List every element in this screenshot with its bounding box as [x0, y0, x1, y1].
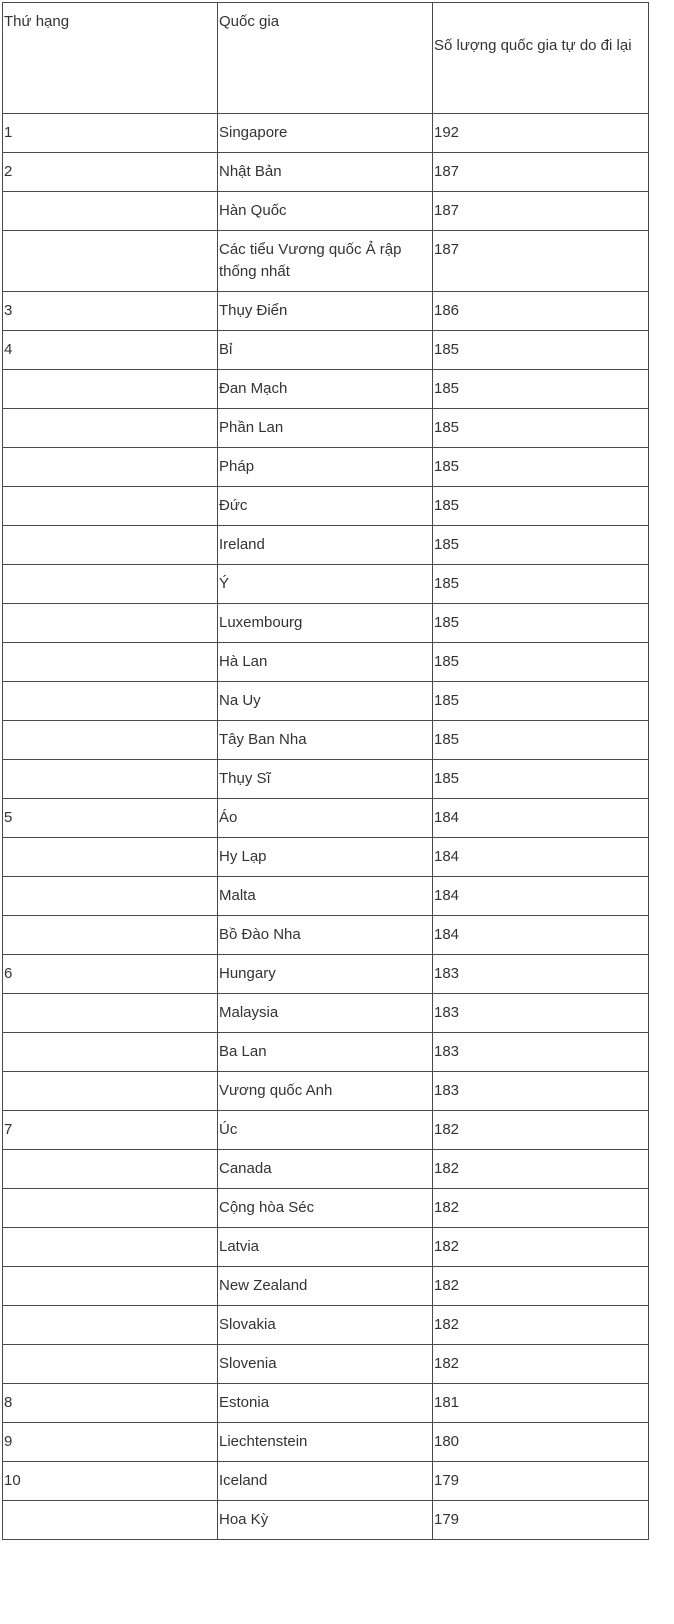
rank-cell	[3, 1150, 218, 1189]
country-cell: Áo	[218, 799, 433, 838]
visa-free-count-cell: 182	[433, 1189, 649, 1228]
country-cell: Bỉ	[218, 331, 433, 370]
passport-ranking-table	[2, 2, 649, 1540]
visa-free-count-cell: 183	[433, 1072, 649, 1111]
country-cell: Malta	[218, 877, 433, 916]
rank-cell	[3, 604, 218, 643]
rank-cell	[3, 1189, 218, 1228]
header-country: Quốc gia	[218, 3, 433, 114]
table-row	[3, 1228, 649, 1267]
rank-cell	[3, 838, 218, 877]
table-row	[3, 1501, 649, 1540]
rank-cell	[3, 1072, 218, 1111]
country-cell: Hungary	[218, 955, 433, 994]
table-row	[3, 682, 649, 721]
rank-cell	[3, 565, 218, 604]
table-row	[3, 1423, 649, 1462]
country-cell: Estonia	[218, 1384, 433, 1423]
table-row	[3, 1267, 649, 1306]
country-cell: Luxembourg	[218, 604, 433, 643]
rank-cell: 2	[3, 153, 218, 192]
country-cell: Vương quốc Anh	[218, 1072, 433, 1111]
visa-free-count-cell: 185	[433, 643, 649, 682]
country-cell: Pháp	[218, 448, 433, 487]
visa-free-count-cell: 192	[433, 114, 649, 153]
visa-free-count-cell: 183	[433, 1033, 649, 1072]
country-cell: New Zealand	[218, 1267, 433, 1306]
country-cell: Iceland	[218, 1462, 433, 1501]
table-row	[3, 114, 649, 153]
visa-free-count-cell: 185	[433, 682, 649, 721]
table-row	[3, 331, 649, 370]
table-row	[3, 760, 649, 799]
country-cell: Ý	[218, 565, 433, 604]
visa-free-count-cell: 185	[433, 331, 649, 370]
rank-cell	[3, 409, 218, 448]
country-cell: Slovenia	[218, 1345, 433, 1384]
country-cell: Phần Lan	[218, 409, 433, 448]
visa-free-count-cell: 185	[433, 409, 649, 448]
rank-cell	[3, 192, 218, 231]
country-cell: Hy Lạp	[218, 838, 433, 877]
country-cell: Hàn Quốc	[218, 192, 433, 231]
table-row	[3, 1033, 649, 1072]
rank-cell	[3, 1306, 218, 1345]
table-row	[3, 916, 649, 955]
table-row	[3, 643, 649, 682]
table-row	[3, 565, 649, 604]
visa-free-count-cell: 183	[433, 955, 649, 994]
rank-cell: 7	[3, 1111, 218, 1150]
country-cell: Ireland	[218, 526, 433, 565]
visa-free-count-cell: 185	[433, 448, 649, 487]
table-row	[3, 994, 649, 1033]
rank-cell	[3, 877, 218, 916]
visa-free-count-cell: 187	[433, 192, 649, 231]
rank-cell	[3, 370, 218, 409]
rank-cell: 1	[3, 114, 218, 153]
visa-free-count-cell: 184	[433, 877, 649, 916]
rank-cell: 9	[3, 1423, 218, 1462]
country-cell: Úc	[218, 1111, 433, 1150]
visa-free-count-cell: 182	[433, 1267, 649, 1306]
country-cell: Canada	[218, 1150, 433, 1189]
table-row	[3, 1189, 649, 1228]
table-row	[3, 1384, 649, 1423]
country-cell: Thụy Sĩ	[218, 760, 433, 799]
table-row	[3, 1345, 649, 1384]
table-row	[3, 1462, 649, 1501]
country-cell: Các tiểu Vương quốc Ả rập thống nhất	[218, 231, 433, 292]
country-cell: Bồ Đào Nha	[218, 916, 433, 955]
visa-free-count-cell: 185	[433, 370, 649, 409]
country-cell: Ba Lan	[218, 1033, 433, 1072]
table-row	[3, 487, 649, 526]
visa-free-count-cell: 182	[433, 1228, 649, 1267]
country-cell: Nhật Bản	[218, 153, 433, 192]
rank-cell	[3, 643, 218, 682]
table-row	[3, 526, 649, 565]
table-body	[3, 114, 649, 1540]
country-cell: Malaysia	[218, 994, 433, 1033]
rank-cell	[3, 721, 218, 760]
table-row	[3, 1306, 649, 1345]
rank-cell	[3, 526, 218, 565]
country-cell: Đan Mạch	[218, 370, 433, 409]
rank-cell	[3, 682, 218, 721]
table-row	[3, 1150, 649, 1189]
table-row	[3, 955, 649, 994]
header-rank: Thứ hạng	[3, 3, 218, 114]
country-cell: Đức	[218, 487, 433, 526]
visa-free-count-cell: 186	[433, 292, 649, 331]
rank-cell	[3, 994, 218, 1033]
country-cell: Tây Ban Nha	[218, 721, 433, 760]
table-row	[3, 409, 649, 448]
rank-cell	[3, 448, 218, 487]
table-row	[3, 604, 649, 643]
visa-free-count-cell: 180	[433, 1423, 649, 1462]
rank-cell: 6	[3, 955, 218, 994]
table-row	[3, 1072, 649, 1111]
rank-cell	[3, 1033, 218, 1072]
country-cell: Na Uy	[218, 682, 433, 721]
table-row	[3, 192, 649, 231]
table-row	[3, 721, 649, 760]
rank-cell: 8	[3, 1384, 218, 1423]
visa-free-count-cell: 184	[433, 838, 649, 877]
country-cell: Singapore	[218, 114, 433, 153]
visa-free-count-cell: 179	[433, 1462, 649, 1501]
visa-free-count-cell: 185	[433, 721, 649, 760]
table-row	[3, 799, 649, 838]
table-row	[3, 877, 649, 916]
table-row	[3, 448, 649, 487]
country-cell: Hoa Kỳ	[218, 1501, 433, 1540]
rank-cell: 10	[3, 1462, 218, 1501]
country-cell: Liechtenstein	[218, 1423, 433, 1462]
table-row	[3, 838, 649, 877]
visa-free-count-cell: 182	[433, 1306, 649, 1345]
visa-free-count-cell: 182	[433, 1150, 649, 1189]
visa-free-count-cell: 185	[433, 565, 649, 604]
rank-cell	[3, 760, 218, 799]
visa-free-count-cell: 185	[433, 526, 649, 565]
country-cell: Cộng hòa Séc	[218, 1189, 433, 1228]
table-row	[3, 153, 649, 192]
table-row	[3, 231, 649, 292]
visa-free-count-cell: 182	[433, 1345, 649, 1384]
country-cell: Latvia	[218, 1228, 433, 1267]
header-row	[3, 3, 649, 114]
visa-free-count-cell: 184	[433, 799, 649, 838]
visa-free-count-cell: 187	[433, 231, 649, 292]
rank-cell	[3, 487, 218, 526]
country-cell: Hà Lan	[218, 643, 433, 682]
table-row	[3, 1111, 649, 1150]
visa-free-count-cell: 182	[433, 1111, 649, 1150]
visa-free-count-cell: 185	[433, 487, 649, 526]
rank-cell	[3, 1501, 218, 1540]
rank-cell: 5	[3, 799, 218, 838]
visa-free-count-cell: 181	[433, 1384, 649, 1423]
country-cell: Slovakia	[218, 1306, 433, 1345]
visa-free-count-cell: 187	[433, 153, 649, 192]
rank-cell	[3, 916, 218, 955]
table-row	[3, 370, 649, 409]
visa-free-count-cell: 185	[433, 604, 649, 643]
rank-cell	[3, 231, 218, 292]
visa-free-count-cell: 183	[433, 994, 649, 1033]
rank-cell: 4	[3, 331, 218, 370]
visa-free-count-cell: 179	[433, 1501, 649, 1540]
table-row	[3, 292, 649, 331]
rank-cell: 3	[3, 292, 218, 331]
header-visa-free-count: Số lượng quốc gia tự do đi lại	[433, 3, 649, 114]
visa-free-count-cell: 185	[433, 760, 649, 799]
visa-free-count-cell: 184	[433, 916, 649, 955]
rank-cell	[3, 1228, 218, 1267]
rank-cell	[3, 1345, 218, 1384]
country-cell: Thụy Điển	[218, 292, 433, 331]
rank-cell	[3, 1267, 218, 1306]
